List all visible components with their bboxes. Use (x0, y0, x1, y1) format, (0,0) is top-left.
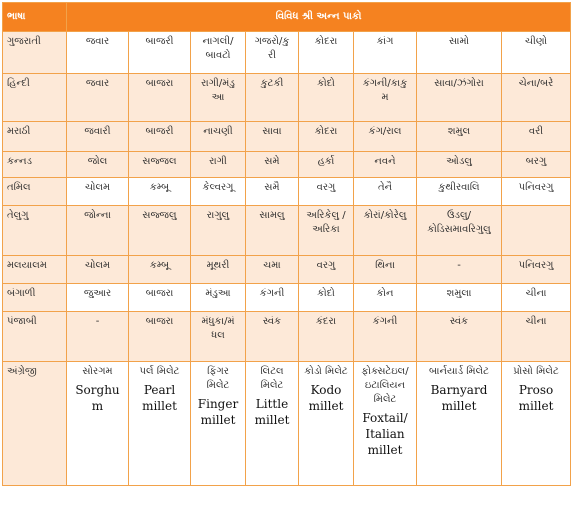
english-name: Foxtail/ Italian millet (362, 411, 408, 457)
table-cell (246, 362, 299, 486)
table-cell (191, 362, 246, 486)
english-name: Little millet (254, 397, 290, 427)
language-name: મલયાલમ (3, 256, 67, 284)
english-name: Kodo millet (308, 383, 344, 413)
english-name: Finger millet (197, 397, 239, 427)
table-cell: ચોલમ (67, 178, 129, 206)
table-cell: સજ્જલુ (129, 206, 191, 256)
table-cell: કોરાં/કોરેલુ (354, 206, 417, 256)
table-cell: ચોલમ (67, 256, 129, 284)
table-cell: સજ્જલ (129, 152, 191, 178)
table-cell: કંગની (246, 284, 299, 312)
table-cell: કંગની/કાકુ મ (354, 74, 417, 122)
table-title: વિવિધ શ્રી અન્ન પાકો (67, 3, 571, 32)
table-cell: કુથીરવાલિ (417, 178, 502, 206)
table-cell: કંદરા (299, 312, 354, 362)
table-cell: સમૈ (246, 178, 299, 206)
table-cell: ચમા (246, 256, 299, 284)
table-cell: સમે (246, 152, 299, 178)
table-cell: થિના (354, 256, 417, 284)
gujarati-transliteration: કોડો મિલેટ (304, 366, 348, 377)
table-cell: ચીના (502, 312, 571, 362)
gujarati-transliteration: પ્રોસો મિલેટ (513, 366, 559, 377)
table-cell (417, 362, 502, 486)
table-cell: ચીણો (502, 32, 571, 74)
table-cell (67, 362, 129, 486)
table-cell: બાજરા (129, 284, 191, 312)
language-name: બંગાળી (3, 284, 67, 312)
table-cell: મૂથરી (191, 256, 246, 284)
table-cell: વરગુ (299, 178, 354, 206)
table-cell (129, 362, 191, 486)
table-cell: કુટકી (246, 74, 299, 122)
language-name: તમિલ (3, 178, 67, 206)
table-cell: નાચણી (191, 122, 246, 152)
millet-names-table (2, 2, 571, 486)
table-cell (502, 206, 571, 256)
table-cell: સ્વંક (246, 312, 299, 362)
table-cell: સાવા (246, 122, 299, 152)
table-cell: પનિવરગુ (502, 256, 571, 284)
table-cell: બાજરી (129, 122, 191, 152)
table-cell: શમુલા (417, 284, 502, 312)
language-name: મરાઠી (3, 122, 67, 152)
table-cell: ગજરો/કુ રી (246, 32, 299, 74)
table-cell: સ્વંક (417, 312, 502, 362)
table-cell: ચીના (502, 284, 571, 312)
table-cell: કોદો (299, 284, 354, 312)
table-cell: કંગ/રાલ (354, 122, 417, 152)
table-cell: તેનૈ (354, 178, 417, 206)
table-cell: કમ્બૂ (129, 178, 191, 206)
gujarati-transliteration: ફોક્સટેઇલ/ ઇટાલિયન મિલેટ (361, 366, 409, 405)
table-cell: જવારી (67, 122, 129, 152)
language-name: ગુજરાતી (3, 32, 67, 74)
table-cell: કેલ્વરગૂ (191, 178, 246, 206)
gujarati-transliteration: ફિંગર મિલેટ (206, 366, 230, 391)
table-cell: રાગુલુ (191, 206, 246, 256)
table-cell: અરિકેલુ /અરિકા (299, 206, 354, 256)
table-cell: બાજરી (129, 32, 191, 74)
table-cell: - (417, 256, 502, 284)
table-row (3, 256, 571, 284)
table-cell: મંડુઆ (191, 284, 246, 312)
table-row (3, 74, 571, 122)
table-row (3, 122, 571, 152)
table-cell: કોન (354, 284, 417, 312)
language-name: અંગ્રેજી (3, 362, 67, 486)
table-cell: જવાર (67, 32, 129, 74)
english-name: Proso millet (518, 383, 554, 413)
table-cell: કોદરા (299, 122, 354, 152)
table-cell: નાગલી/ બાવટો (191, 32, 246, 74)
table-cell: - (67, 312, 129, 362)
language-name: પંજાબી (3, 312, 67, 362)
table-cell: સામલુ (246, 206, 299, 256)
table-row (3, 178, 571, 206)
table-cell: જવાર (67, 74, 129, 122)
table-cell: બાજરા (129, 74, 191, 122)
table-row (3, 312, 571, 362)
table-cell: જોલ (67, 152, 129, 178)
table-cell: કાંગ (354, 32, 417, 74)
table-cell: કોદો (299, 74, 354, 122)
table-cell: જોન્ના (67, 206, 129, 256)
table-row-english (3, 362, 571, 486)
table-cell: ઉડલુ/ કોડિસમાવરિગુલુ (417, 206, 502, 256)
table-cell: કંગની (354, 312, 417, 362)
gujarati-transliteration: પર્લ મિલેટ (139, 366, 180, 377)
table-cell: શમુલ (417, 122, 502, 152)
table-row (3, 206, 571, 256)
table-cell: વરગુ (299, 256, 354, 284)
table-row (3, 32, 571, 74)
language-name: હિન્દી (3, 74, 67, 122)
language-name: કન્નડ (3, 152, 67, 178)
table-cell: બાજરા (129, 312, 191, 362)
table-cell: બરગુ (502, 152, 571, 178)
gujarati-transliteration: લિટલ મિલેટ (260, 366, 284, 391)
table-cell: મંધુકા/મં ધલ (191, 312, 246, 362)
table-cell (354, 362, 417, 486)
table-row (3, 152, 571, 178)
table-cell: ચેના/બરે (502, 74, 571, 122)
gujarati-transliteration: બાર્નયાર્ડ મિલેટ (429, 366, 489, 377)
english-name: Sorghum (75, 383, 120, 413)
table-cell: ઓડલુ (417, 152, 502, 178)
english-name: Barnyard millet (430, 383, 488, 413)
table-cell: સાવા/ઝંગોરા (417, 74, 502, 122)
language-name: તેલુગુ (3, 206, 67, 256)
table-cell: વરી (502, 122, 571, 152)
gujarati-transliteration: સોરગમ (82, 366, 113, 377)
table-cell: રાગી/મંડુ આ (191, 74, 246, 122)
table-cell: સામો (417, 32, 502, 74)
table-cell: રાગી (191, 152, 246, 178)
table-cell (299, 362, 354, 486)
english-name: Pearl millet (142, 383, 177, 413)
language-column-header: ભાષા (3, 3, 67, 32)
table-cell: પનિવરગુ (502, 178, 571, 206)
table-cell: કોદરા (299, 32, 354, 74)
table-cell (502, 362, 571, 486)
table-cell: નવને (354, 152, 417, 178)
table-row (3, 284, 571, 312)
table-cell: હર્કા (299, 152, 354, 178)
table-header-row (3, 3, 571, 32)
table-cell: જુઆર (67, 284, 129, 312)
table-cell: કમ્બૂ (129, 256, 191, 284)
